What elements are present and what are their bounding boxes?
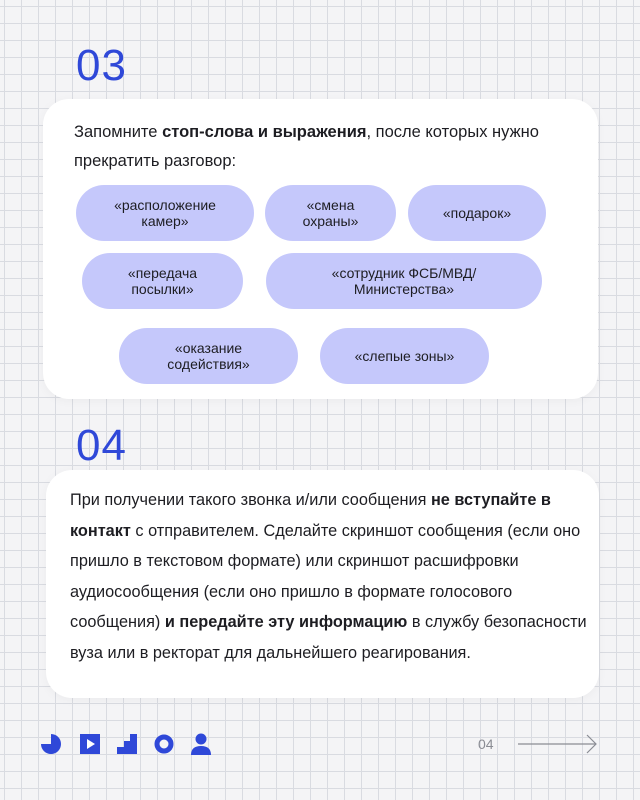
- stairs-icon: [117, 734, 137, 754]
- ring-icon: [154, 734, 174, 754]
- stop-word-pill: «слепые зоны»: [320, 328, 489, 384]
- instructions-text-bold: не вступайте в контакт: [70, 491, 551, 540]
- pie-icon: [41, 734, 61, 754]
- stop-word-pill: «оказание содействия»: [119, 328, 298, 384]
- stop-word-pill: «передача посылки»: [82, 253, 243, 309]
- instructions-card: [46, 470, 599, 698]
- instructions-text-part: При получении такого звонка и/или сообщения: [70, 491, 431, 509]
- arrow-right-icon[interactable]: [518, 733, 598, 755]
- instructions-text: [70, 485, 590, 668]
- section-number-04: 04: [76, 421, 127, 470]
- instructions-text-part: в службу безопасности вуза или в ректорат для дальнейшего реагирования.: [70, 613, 587, 662]
- stop-words-intro: [74, 118, 574, 176]
- person-icon: [191, 733, 211, 755]
- page-number: 04: [478, 736, 494, 752]
- stop-words-card: [43, 99, 598, 399]
- stop-word-pill: «сотрудник ФСБ/МВД/ Министерства»: [266, 253, 542, 309]
- stop-word-pill: «расположение камер»: [76, 185, 254, 241]
- intro-text-start: Запомните: [74, 123, 163, 141]
- section-number-03: 03: [76, 41, 127, 90]
- intro-text-end: , после которых нужно прекратить разговор:: [74, 123, 539, 170]
- stop-word-pill: «подарок»: [408, 185, 546, 241]
- stop-word-pill: «смена охраны»: [265, 185, 396, 241]
- instructions-text-bold: и передайте эту информацию: [164, 613, 408, 631]
- instructions-text-part: с отправителем. Сделайте скриншот сообщения (если оно пришло в текстовом формате) или скриншот расшифровки аудиосообщения (если оно пришло в формате голосового сообщения): [70, 521, 581, 631]
- intro-text-bold: стоп-слова и выражения: [162, 123, 367, 141]
- play-icon: [80, 734, 100, 754]
